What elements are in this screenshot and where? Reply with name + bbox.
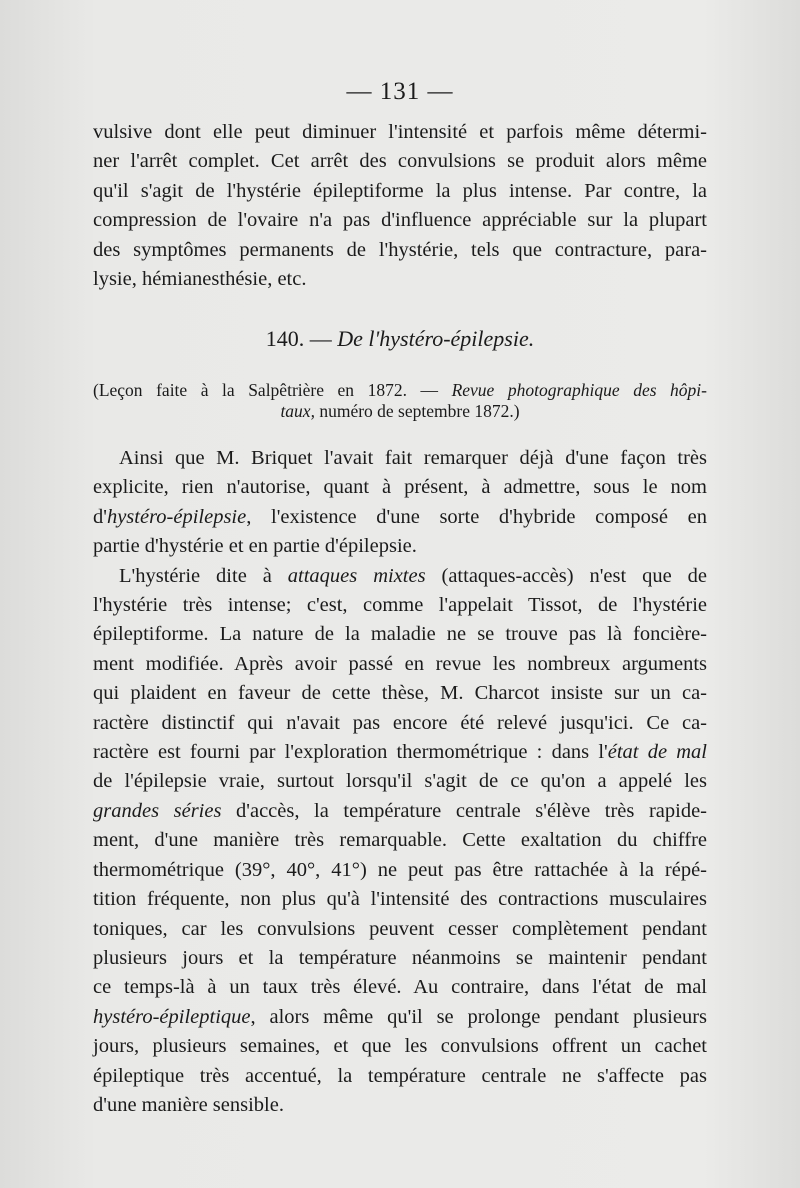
text-line: vulsive dont elle peut diminuer l'intensité et parfois même détermi- — [93, 121, 707, 143]
source-line-1 — [93, 380, 707, 401]
text-line — [93, 797, 707, 826]
text-line — [93, 738, 707, 767]
text-line: ce temps-là à un taux très élevé. Au contraire, dans l'état de mal — [93, 976, 707, 999]
text-line: de l'épilepsie vraie, surtout lorsqu'il s'agit de ce qu'on a appelé les — [93, 770, 707, 793]
text-line: thermométrique (39°, 40°, 41°) ne peut pas être rattachée à la répé- — [93, 858, 707, 881]
text-line: toniques, car les convulsions peuvent cesser complètement pendant — [93, 917, 707, 940]
text-line: épileptiforme. La nature de la maladie ne se trouve pas là foncière- — [93, 623, 707, 646]
text-line: lysie, hémianesthésie, etc. — [93, 268, 307, 291]
text-line: l'hystérie très intense; c'est, comme l'appelait Tissot, de l'hystérie — [93, 594, 707, 617]
text-line: ractère distinctif qui n'avait pas encore été relevé jusqu'ici. Ce ca- — [93, 711, 707, 734]
source-issue: numéro de septembre 1872.) — [319, 401, 520, 421]
paragraph-2 — [93, 444, 707, 562]
body-text — [93, 444, 707, 1120]
italic-term: attaques mixtes — [287, 564, 426, 587]
source-prefix: (Leçon faite à la Salpêtrière en 1872. — — [93, 380, 439, 400]
source-note — [93, 380, 707, 422]
text-line: partie d'hystérie et en partie d'épilepsie. — [93, 535, 417, 558]
text-segment: ractère est fourni par l'exploration thermométrique : dans l' — [93, 741, 608, 764]
text-line: ner l'arrêt complet. Cet arrêt des convulsions se produit alors même — [93, 150, 707, 173]
text-line: jours, plusieurs semaines, et que les convulsions offrent un cachet — [93, 1035, 707, 1058]
section-title: De l'hystéro-épilepsie. — [337, 326, 535, 351]
text-line: plusieurs jours et la température néanmoins se maintenir pendant — [93, 946, 707, 969]
italic-term: hystéro-épileptique — [93, 1005, 251, 1028]
text-segment: d' — [93, 505, 107, 528]
paragraph-continued — [93, 118, 707, 294]
text-line — [93, 1003, 707, 1032]
text-line: ment modifiée. Après avoir passé en revue les nombreux arguments — [93, 652, 707, 675]
text-line: compression de l'ovaire n'a pas d'influence appréciable sur la plupart — [93, 209, 707, 232]
source-journal-end: taux, — [280, 401, 315, 421]
text-segment: (attaques-accès) n'est que de — [425, 564, 708, 587]
text-segment: , l'existence d'une sorte d'hybride composé en — [246, 505, 707, 528]
text-line: qu'il s'agit de l'hystérie épileptiforme la plus intense. Par contre, la — [93, 179, 707, 202]
text-segment: d'accès, la température centrale s'élève très rapide- — [221, 799, 707, 822]
page-number: — 131 — — [346, 78, 454, 105]
source-line-2 — [93, 401, 707, 422]
text-segment: , alors même qu'il se prolonge pendant plusieurs — [250, 1005, 707, 1028]
text-line: ment, d'une manière très remarquable. Cette exaltation du chiffre — [93, 829, 707, 852]
text-line: d'une manière sensible. — [93, 1093, 284, 1116]
text-line: explicite, rien n'autorise, quant à présent, à admettre, sous le nom — [93, 476, 707, 499]
text-line — [93, 503, 707, 532]
text-line: Ainsi que M. Briquet l'avait fait remarquer déjà d'une façon très — [119, 447, 707, 469]
text-line: épileptique très accentué, la température centrale ne s'affecte pas — [93, 1064, 707, 1087]
text-line: tition fréquente, non plus qu'à l'intensité des contractions musculaires — [93, 888, 707, 911]
italic-term: grandes séries — [93, 799, 222, 822]
source-journal: Revue photographique des hôpi- — [451, 380, 707, 400]
text-segment: L'hystérie dite à — [119, 564, 288, 587]
section-number: 140. — — [265, 326, 332, 351]
italic-term: hystéro-épilepsie — [106, 505, 247, 528]
italic-term: état de mal — [607, 741, 707, 764]
paragraph-3 — [93, 562, 707, 1121]
text-line: des symptômes permanents de l'hystérie, tels que contracture, para- — [93, 238, 707, 261]
paragraph-1 — [93, 118, 707, 294]
text-line — [93, 562, 707, 591]
text-line: qui plaident en faveur de cette thèse, M. Charcot insiste sur un ca- — [93, 682, 707, 705]
section-heading — [0, 326, 800, 352]
